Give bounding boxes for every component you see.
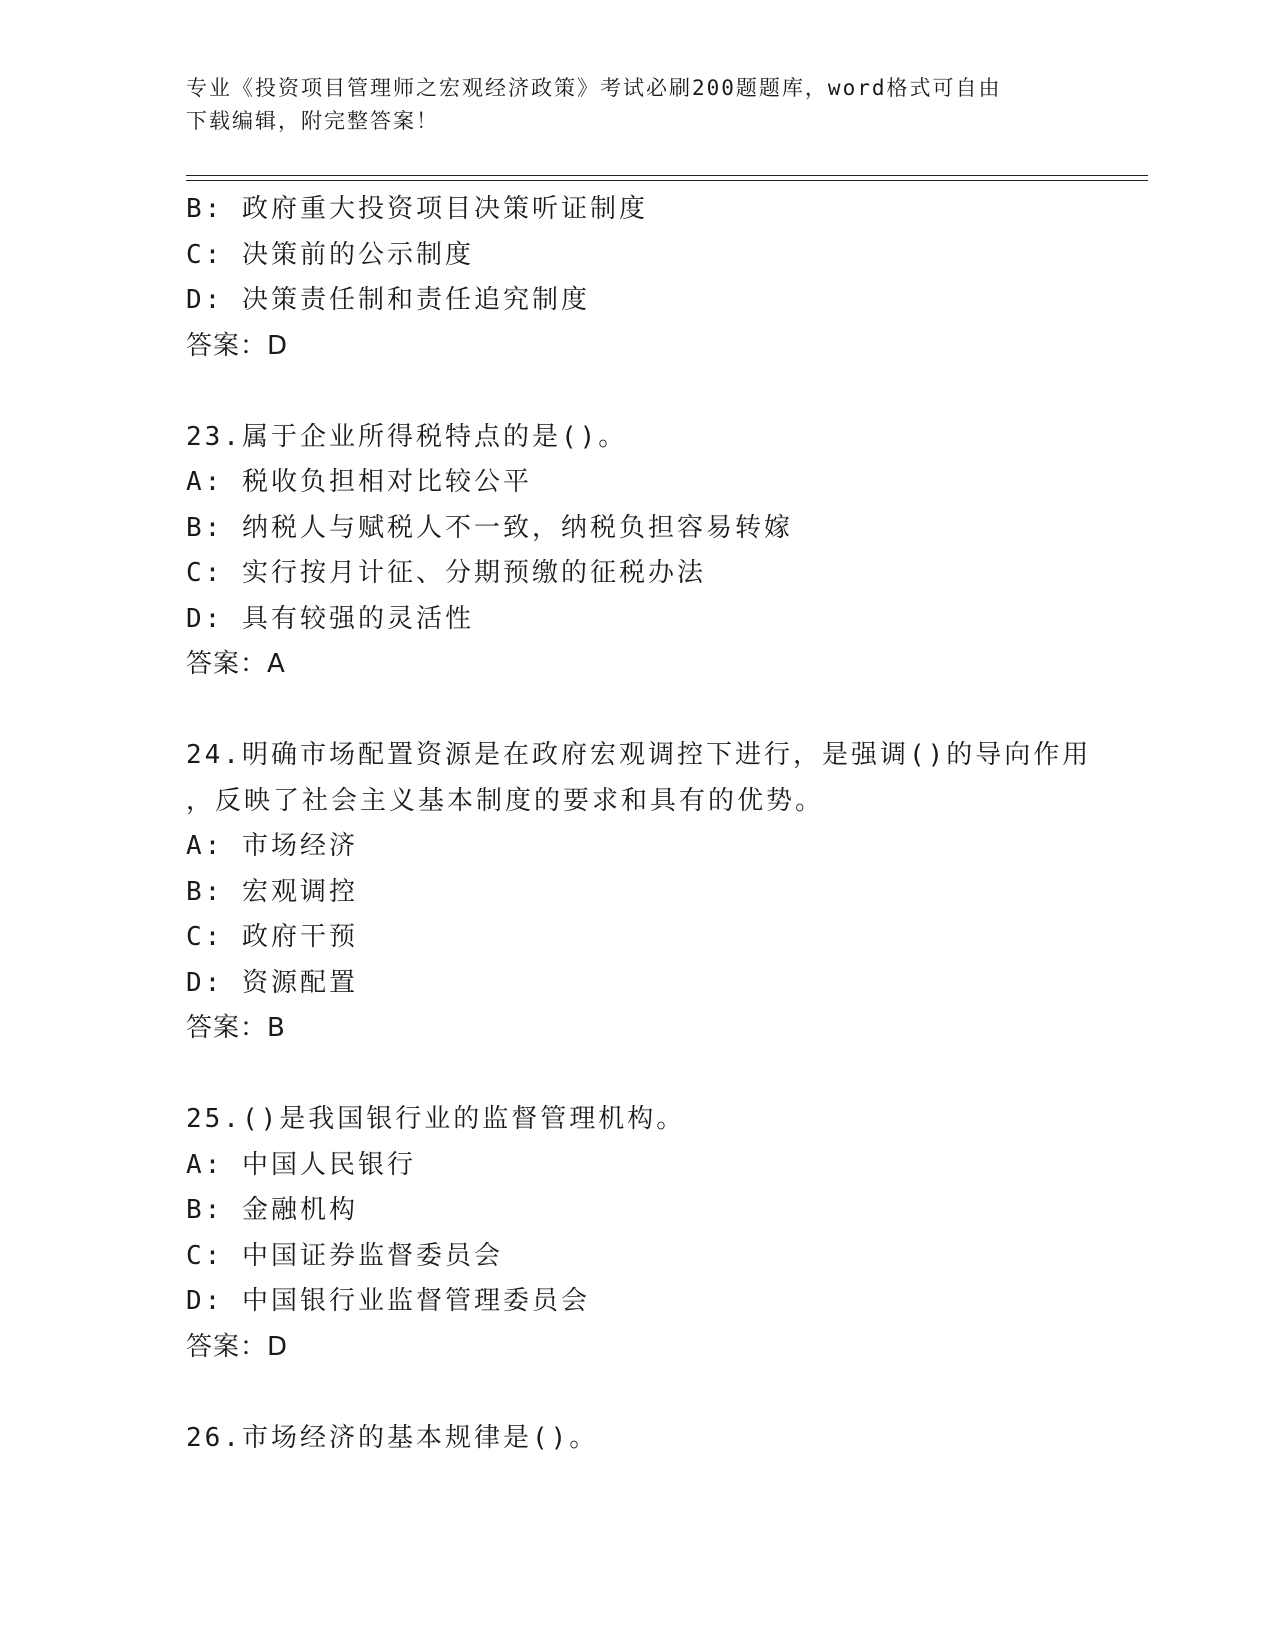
header-line-1: 专业《投资项目管理师之宏观经济政策》考试必刷200题题库，word格式可自由	[186, 76, 1002, 100]
question-22-continued	[186, 187, 1146, 369]
option-a: A: 税收负担相对比较公平	[186, 467, 532, 497]
option-d: D: 具有较强的灵活性	[186, 603, 474, 634]
question-content	[186, 187, 1146, 1461]
question-stem: 25.()是我国银行业的监督管理机构。	[186, 1104, 686, 1134]
answer-line: 答案：A	[186, 649, 286, 679]
question-24	[186, 733, 1146, 1052]
question-stem: 26.市场经济的基本规律是()。	[186, 1422, 599, 1453]
question-23	[186, 415, 1146, 688]
answer-line: 答案：D	[186, 330, 289, 361]
option-b: B: 宏观调控	[186, 876, 358, 907]
option-c: C: 决策前的公示制度	[186, 239, 474, 270]
header-line-2: 下载编辑，附完整答案！	[186, 109, 439, 133]
option-c: C: 实行按月计征、分期预缴的征税办法	[186, 558, 706, 588]
option-c: C: 政府干预	[186, 922, 358, 952]
question-stem: 23.属于企业所得税特点的是()。	[186, 421, 628, 452]
option-b: B: 政府重大投资项目决策听证制度	[186, 194, 648, 224]
option-d: D: 中国银行业监督管理委员会	[186, 1286, 590, 1316]
option-d: D: 决策责任制和责任追究制度	[186, 285, 590, 315]
option-a: A: 中国人民银行	[186, 1149, 416, 1180]
option-b: B: 纳税人与赋税人不一致，纳税负担容易转嫁	[186, 512, 793, 543]
header-divider-bottom	[186, 180, 1148, 181]
spacer	[186, 1052, 1146, 1098]
answer-line: 答案：B	[186, 1013, 286, 1043]
question-25	[186, 1097, 1146, 1370]
option-d: D: 资源配置	[186, 967, 358, 998]
document-header	[186, 72, 1086, 138]
spacer	[186, 369, 1146, 415]
question-26	[186, 1416, 1146, 1462]
question-stem-line-2: ，反映了社会主义基本制度的要求和具有的优势。	[186, 785, 825, 816]
option-c: C: 中国证券监督委员会	[186, 1240, 503, 1271]
answer-line: 答案：D	[186, 1331, 289, 1362]
header-divider-top	[186, 175, 1148, 176]
spacer	[186, 1370, 1146, 1416]
option-b: B: 金融机构	[186, 1195, 358, 1225]
question-stem-line-1: 24.明确市场配置资源是在政府宏观调控下进行，是强调()的导向作用	[186, 740, 1092, 770]
option-a: A: 市场经济	[186, 831, 358, 861]
spacer	[186, 688, 1146, 734]
